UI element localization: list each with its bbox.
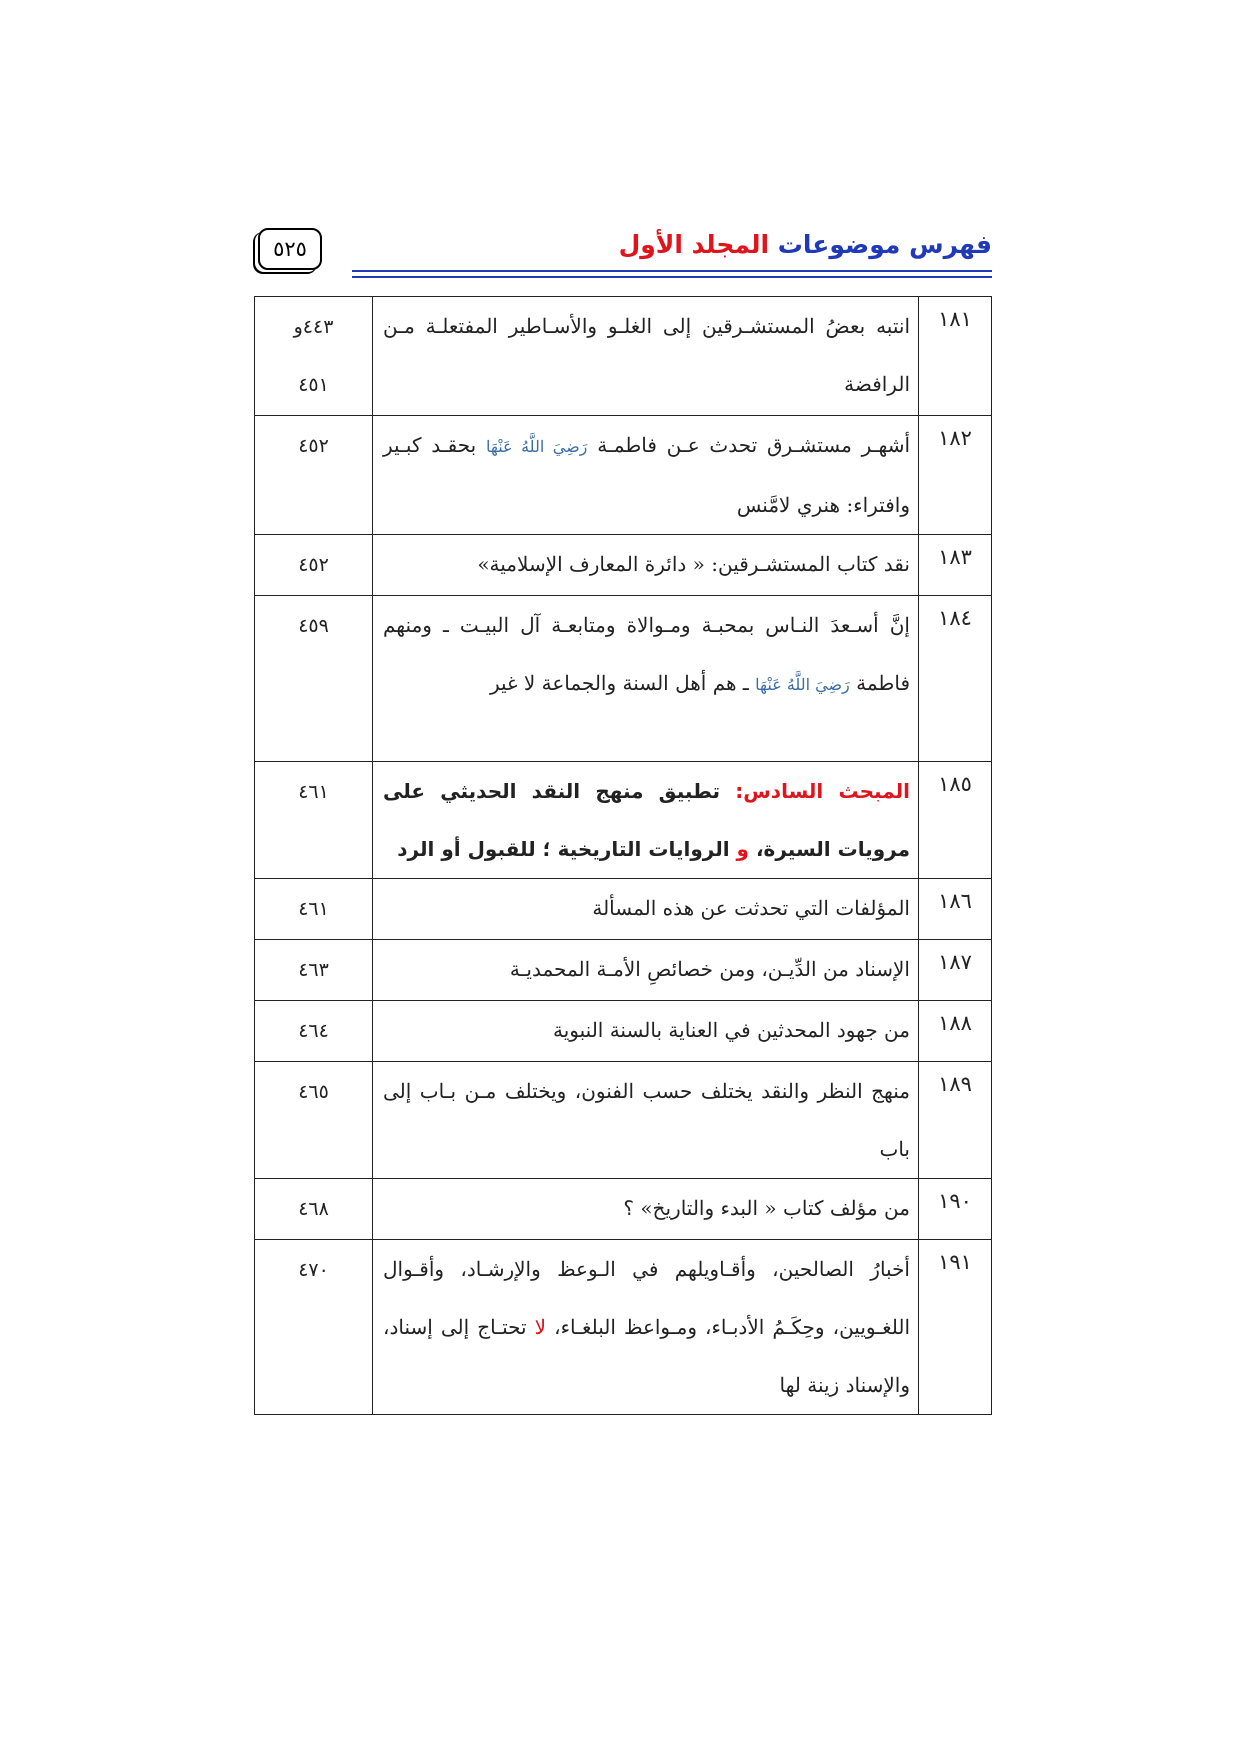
page-ref: ٤٦١	[298, 898, 329, 920]
header-rule-top	[352, 270, 992, 272]
page-ref: ٤٦٣	[298, 959, 329, 981]
row-title-part: إنَّ أسـعدَ النـاس بمحبـة ومـوالاة ومتابعـة آل البيـت ـ ومنهم فاطمة	[383, 613, 910, 695]
page-ref: ٤٦٥	[298, 1081, 329, 1103]
contents-table	[254, 296, 992, 1415]
section-title-part: تطبيق منهج النقد الحديثي على مرويات السيرة،	[383, 779, 910, 861]
page-ref: ٤٥٢	[298, 435, 329, 457]
table-row	[255, 1240, 992, 1415]
table-row	[255, 940, 992, 1001]
row-pages	[255, 1062, 373, 1179]
row-pages	[255, 940, 373, 1001]
table-row	[255, 297, 992, 416]
row-pages	[255, 596, 373, 762]
section-label: المبحث السادس:	[735, 779, 910, 803]
row-pages	[255, 1179, 373, 1240]
row-pages	[255, 879, 373, 940]
row-pages	[255, 416, 373, 535]
honorific-text: رَضِيَ اللَّهُ عَنْهَا	[755, 675, 850, 694]
section-title-part: الروايات التاريخية ؛ للقبول أو الرد	[397, 837, 730, 861]
table-row	[255, 1179, 992, 1240]
row-title-part: بحقـد كبـير وافتراء: هنري لامَّنس	[383, 433, 910, 517]
row-number: ١٨٨	[919, 1001, 992, 1062]
row-title: منهج النظر والنقد يختلف حسب الفنون، ويختلف مـن بـاب إلى باب	[373, 1062, 919, 1179]
row-pages	[255, 1001, 373, 1062]
section-conjunction: و	[736, 837, 749, 861]
row-title-part: ـ هم أهل السنة والجماعة لا غير	[489, 671, 749, 695]
row-title-part: أشهـر مستشـرق تحدث عـن فاطمـة	[597, 433, 911, 457]
page-ref: ٤٦٤	[298, 1020, 329, 1042]
row-title: انتبه بعضُ المستشـرقين إلى الغلـو والأسـاطير المفتعلـة مـن الرافضة	[373, 297, 919, 416]
row-title-part: أخبارُ الصالحين، وأقـاويلهم في الـوعظ والإرشـاد، وأقـوال اللغـويين، وحِكَـمُ الأدبـاء، ومـواعظ البلغـاء،	[383, 1257, 911, 1339]
page-title	[619, 230, 992, 259]
table-row	[255, 416, 992, 535]
page-number-box	[258, 228, 322, 270]
row-title	[373, 596, 919, 762]
page-ref: ٤٥٢	[298, 554, 329, 576]
table-row	[255, 1001, 992, 1062]
table-row	[255, 1062, 992, 1179]
page-ref: ٤٦١	[298, 781, 329, 803]
page-ref: ٤٦٨	[298, 1198, 329, 1220]
row-number: ١٨٧	[919, 940, 992, 1001]
row-title: نقد كتاب المستشـرقين: « دائرة المعارف الإسلامية»	[373, 535, 919, 596]
row-title-part: تحتـاج إلى إسناد، والإسناد زينة لها	[383, 1315, 910, 1397]
section-heading	[373, 762, 919, 879]
row-title: الإسناد من الدِّيـن، ومن خصائصِ الأمـة المحمديـة	[373, 940, 919, 1001]
row-pages	[255, 762, 373, 879]
page-header	[252, 226, 992, 282]
row-pages	[255, 297, 373, 416]
title-part-index: فهرس موضوعات	[777, 230, 992, 259]
table-row	[255, 535, 992, 596]
page-number: ٥٢٥	[273, 237, 307, 261]
table-row-section	[255, 762, 992, 879]
row-number: ١٨٤	[919, 596, 992, 762]
row-number: ١٨٦	[919, 879, 992, 940]
row-number: ١٩٠	[919, 1179, 992, 1240]
emphasis-word: لا	[534, 1315, 547, 1339]
row-number: ١٨٥	[919, 762, 992, 879]
row-title	[373, 1240, 919, 1415]
page-ref: ٤٥١	[298, 374, 329, 396]
row-pages	[255, 535, 373, 596]
row-pages	[255, 1240, 373, 1415]
row-title	[373, 416, 919, 535]
title-part-volume: المجلد الأول	[618, 230, 770, 259]
row-title: المؤلفات التي تحدثت عن هذه المسألة	[373, 879, 919, 940]
row-title: من مؤلف كتاب « البدء والتاريخ» ؟	[373, 1179, 919, 1240]
row-number: ١٨٩	[919, 1062, 992, 1179]
row-number: ١٩١	[919, 1240, 992, 1415]
header-rule-bottom	[352, 276, 992, 278]
table-row	[255, 596, 992, 762]
page-ref: ٤٥٩	[298, 615, 329, 637]
row-number: ١٨١	[919, 297, 992, 416]
honorific-text: رَضِيَ اللَّهُ عَنْهَا	[485, 437, 588, 456]
row-number: ١٨٣	[919, 535, 992, 596]
page-ref: ٤٤٣و	[293, 316, 334, 338]
page-ref: ٤٧٠	[298, 1259, 329, 1281]
table-row	[255, 879, 992, 940]
row-title: من جهود المحدثين في العناية بالسنة النبوية	[373, 1001, 919, 1062]
row-number: ١٨٢	[919, 416, 992, 535]
